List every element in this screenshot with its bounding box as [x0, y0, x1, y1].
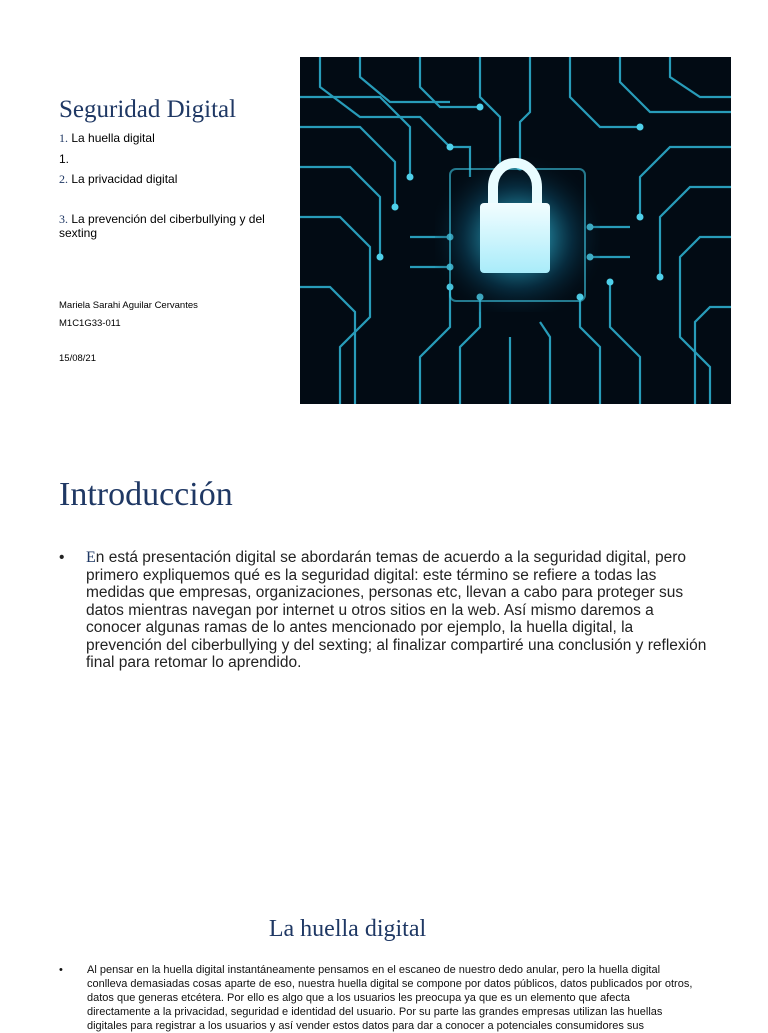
- list-item: [59, 963, 695, 1033]
- author-name: Mariela Sarahi Aguilar Cervantes: [59, 300, 198, 311]
- toc-item: [59, 152, 279, 166]
- date: 15/08/21: [59, 353, 96, 364]
- toc-text: La huella digital: [68, 131, 155, 145]
- toc-item: [59, 131, 279, 145]
- huella-paragraph: [59, 963, 695, 1033]
- toc-text: La prevención del ciberbullying y del sexting: [59, 212, 265, 240]
- intro-slide: [0, 440, 768, 880]
- toc-item: [59, 172, 279, 186]
- toc-number: 2.: [59, 172, 68, 186]
- intro-text: n está presentación digital se abordarán temas de acuerdo a la seguridad digital, pero primero expliquemos qué es la seguridad digital: este término se refiere a todas las medidas que empresas, organizaciones, personas etc, llevan a cabo para proteger sus datos mientras navegan por internet u otros sitios en la web. Así mismo daremos a conocer algunas ramas de lo antes mencionado por ejemplo, la huella digital, la prevención del ciberbullying y del sexting; al finalizar compartiré una conclusión y reflexión final para retomar lo aprendido.: [86, 549, 707, 671]
- huella-slide: [0, 880, 768, 1032]
- slide-title: Seguridad Digital: [59, 96, 237, 123]
- bullet-icon: •: [59, 549, 65, 566]
- padlock-circuit-image: [300, 57, 731, 404]
- toc-item: [59, 212, 279, 240]
- group-code: M1C1G33-011: [59, 318, 121, 329]
- circuit-lock-icon: [300, 57, 731, 404]
- slide-title: La huella digital: [268, 916, 427, 942]
- toc-number: 1.: [59, 152, 70, 166]
- bullet-icon: •: [59, 964, 63, 976]
- intro-paragraph: [59, 549, 711, 672]
- list-item: [59, 549, 711, 672]
- huella-text: Al pensar en la huella digital instantáneamente pensamos en el escaneo de nuestro dedo anular, pero la huella digital conlleva demasiadas cosas aparte de eso, nuestra huella digital se compone por datos públicos, datos publicados por otros, datos que generas etcétera. Por ello es algo que a los usuarios les preocupa ya que es un elemento que afecta directamente a la privacidad, seguridad e identidad del usuario. Por su parte las grandes empresas utilizan las huellas digitales para registrar a los usuarios y así vender estos datos para dar a conocer a potenciales consumidores sus: [87, 964, 693, 1032]
- toc-text: La privacidad digital: [68, 172, 178, 186]
- title-slide: [0, 0, 768, 440]
- toc-number: 3.: [59, 212, 68, 226]
- slide-title: Introducción: [59, 476, 233, 513]
- toc-number: 1.: [59, 131, 68, 145]
- drop-letter: E: [86, 549, 96, 566]
